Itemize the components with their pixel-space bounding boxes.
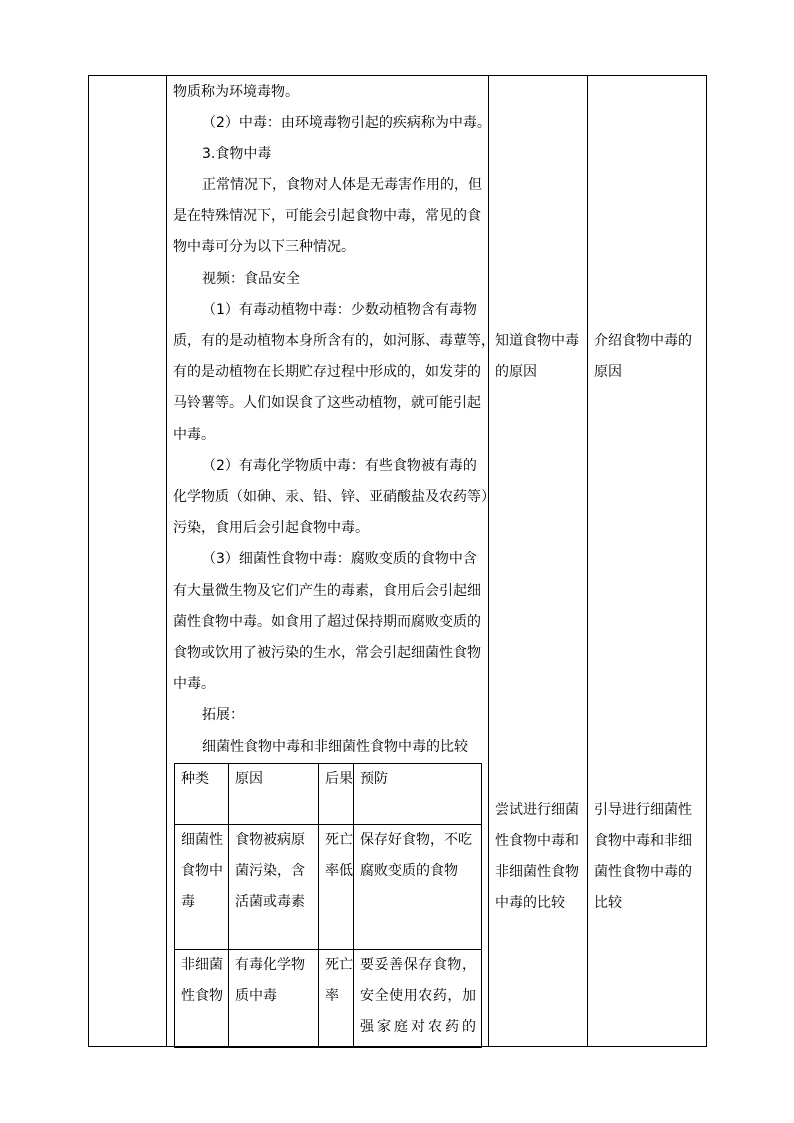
cell-kind: 非细菌性食物 bbox=[175, 950, 229, 1048]
table-border-left bbox=[88, 75, 89, 1047]
main-line: 物质称为环境毒物。 bbox=[173, 84, 299, 100]
header-prevention: 预防 bbox=[354, 764, 482, 825]
main-line: （1）有毒动植物中毒：少数动植物含有毒物 bbox=[202, 302, 477, 318]
table-header-row bbox=[175, 764, 482, 825]
main-line: 细菌性食物中毒和非细菌性食物中毒的比较 bbox=[202, 739, 468, 755]
main-line: 是在特殊情况下，可能会引起食物中毒，常见的食 bbox=[173, 208, 481, 224]
table-border-col3 bbox=[587, 75, 588, 1047]
main-line: 物中毒可分为以下三种情况。 bbox=[173, 239, 355, 255]
table-border-col1 bbox=[166, 75, 167, 1047]
header-result: 后果 bbox=[319, 764, 354, 825]
main-line: （3）细菌性食物中毒：腐败变质的食物中含 bbox=[202, 551, 477, 567]
cell-result: 死亡率低 bbox=[319, 825, 354, 950]
main-line: 化学物质（如砷、汞、铅、锌、亚硝酸盐及农药等） bbox=[173, 489, 495, 505]
table-row bbox=[175, 950, 482, 1048]
main-line: （2）中毒：由环境毒物引起的疾病称为中毒。 bbox=[202, 115, 491, 131]
header-kind: 种类 bbox=[175, 764, 229, 825]
main-line: 菌性食物中毒。如食用了超过保持期而腐败变质的 bbox=[173, 614, 481, 630]
cell-cause: 食物被病原菌污染，含活菌或毒素 bbox=[229, 825, 319, 950]
cell-prevention: 保存好食物，不吃腐败变质的食物 bbox=[354, 825, 482, 950]
header-cause: 原因 bbox=[229, 764, 319, 825]
cell-kind: 细菌性食物中毒 bbox=[175, 825, 229, 950]
student-activity-1: 知道食物中毒的原因 bbox=[495, 333, 579, 380]
student-activity-2: 尝试进行细菌性食物中毒和非细菌性食物中毒的比较 bbox=[495, 802, 579, 911]
design-intent-2: 引导进行细菌性食物中毒和非细菌性食物中毒的比较 bbox=[594, 802, 692, 911]
table-border-top bbox=[88, 75, 707, 76]
main-line: 有大量微生物及它们产生的毒素，食用后会引起细 bbox=[173, 583, 481, 599]
main-line: 中毒。 bbox=[173, 427, 215, 443]
cell-result: 死亡率 bbox=[319, 950, 354, 1048]
table-border-right bbox=[706, 75, 707, 1047]
table-border-col2 bbox=[488, 75, 489, 1047]
main-line: 视频：食品安全 bbox=[202, 271, 300, 287]
table-row bbox=[175, 825, 482, 950]
main-line: 正常情况下，食物对人体是无毒害作用的，但 bbox=[202, 177, 482, 193]
main-line: 质，有的是动植物本身所含有的，如河豚、毒蕈等， bbox=[173, 333, 495, 349]
main-line: 污染，食用后会引起食物中毒。 bbox=[173, 520, 369, 536]
main-line: （2）有毒化学物质中毒：有些食物被有毒的 bbox=[202, 458, 477, 474]
main-line: 有的是动植物在长期贮存过程中形成的，如发芽的 bbox=[173, 364, 481, 380]
main-line: 中毒。 bbox=[173, 676, 215, 692]
main-line: 3.食物中毒 bbox=[202, 146, 272, 162]
main-line: 拓展： bbox=[202, 707, 244, 723]
comparison-table bbox=[174, 763, 482, 1048]
design-intent-1: 介绍食物中毒的原因 bbox=[594, 333, 692, 380]
cell-prevention: 要妥善保存食物，安全使用农药，加强家庭对农药的 bbox=[354, 950, 482, 1048]
main-line: 马铃薯等。人们如误食了这些动植物，就可能引起 bbox=[173, 395, 481, 411]
cell-cause: 有毒化学物质中毒 bbox=[229, 950, 319, 1048]
main-line: 食物或饮用了被污染的生水，常会引起细菌性食物 bbox=[173, 645, 481, 661]
